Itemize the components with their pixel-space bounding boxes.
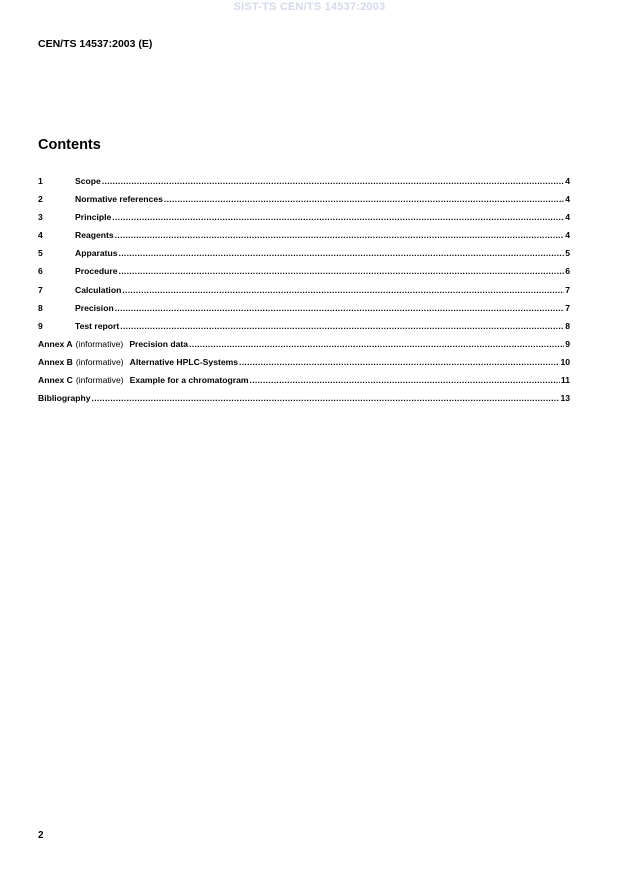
toc-entry-procedure[interactable] [38,266,570,284]
toc-entry-number: 9 [38,320,43,331]
toc-entry-title: Procedure [75,266,118,277]
toc-entry-page: 4 [565,230,570,241]
toc-entry-page: 10 [560,356,570,367]
toc-entry-calculation[interactable] [38,285,570,303]
toc-annex-label: Annex C [38,375,73,386]
toc-entry-number: 7 [38,284,43,295]
toc-entry-page: 11 [560,375,570,386]
toc-entry-annex-b[interactable] [38,357,570,375]
toc-entry-title: Reagents [75,230,114,241]
toc-annex-informative: (informative) [75,338,124,349]
toc-entry-page: 4 [565,194,570,205]
toc-leader-dots [164,194,564,204]
toc-annex-informative: (informative) [75,356,124,367]
toc-entry-page: 4 [565,176,570,186]
toc-entry-number: 4 [38,230,43,241]
toc-entry-scope[interactable] [38,176,570,194]
toc-leader-dots [119,248,565,258]
toc-entry-apparatus[interactable] [38,248,570,266]
toc-entry-title: Alternative HPLC-Systems [129,356,239,367]
toc-entry-title: Principle [75,212,112,223]
toc-entry-title: Precision [75,302,114,313]
toc-entry-title: Test report [75,320,120,331]
toc-entry-page: 4 [565,212,570,223]
toc-entry-title: Bibliography [38,393,91,404]
toc-entry-number: 8 [38,302,43,313]
toc-entry-title: Normative references [75,194,163,205]
toc-leader-dots [250,375,560,385]
toc-entry-page: 8 [565,320,570,331]
toc-leader-dots [189,339,564,349]
watermark-text: SIST-TS CEN/TS 14537:2003 [233,1,386,13]
toc-entry-reagents[interactable] [38,230,570,248]
toc-entry-page: 13 [560,393,570,404]
toc-annex-label: Annex A [38,338,73,349]
toc-entry-annex-c[interactable] [38,375,570,393]
toc-entry-page: 5 [565,248,570,259]
toc-leader-dots [120,321,564,331]
toc-entry-test-report[interactable] [38,321,570,339]
toc-entry-principle[interactable] [38,212,570,230]
toc-entry-number: 6 [38,266,43,277]
toc-entry-bibliography[interactable] [38,393,570,411]
toc-entry-number: 1 [38,176,43,186]
toc-leader-dots [122,285,564,295]
table-of-contents [38,176,570,411]
toc-leader-dots [115,230,565,240]
toc-leader-dots [112,212,564,222]
page-number: 2 [38,830,44,841]
toc-leader-dots [115,303,565,313]
toc-entry-number: 5 [38,248,43,259]
toc-entry-page: 6 [565,266,570,277]
toc-entry-title: Calculation [75,284,122,295]
toc-annex-informative: (informative) [75,375,124,386]
toc-entry-normative-references[interactable] [38,194,570,212]
toc-entry-annex-a[interactable] [38,339,570,357]
toc-entry-page: 7 [565,302,570,313]
toc-leader-dots [239,357,559,367]
toc-entry-page: 9 [565,338,570,349]
toc-annex-label: Annex B [38,356,73,367]
toc-entry-page: 7 [565,284,570,295]
document-id: CEN/TS 14537:2003 (E) [38,38,153,50]
toc-entry-title: Example for a chromatogram [129,375,249,386]
toc-entry-number: 2 [38,194,43,205]
toc-entry-precision[interactable] [38,303,570,321]
contents-heading: Contents [38,137,101,153]
toc-leader-dots [102,176,564,186]
toc-entry-number: 3 [38,212,43,223]
toc-entry-title: Precision data [129,338,189,349]
toc-leader-dots [92,393,560,403]
toc-entry-title: Scope [75,176,101,186]
toc-leader-dots [119,266,565,276]
toc-entry-title: Apparatus [75,248,118,259]
